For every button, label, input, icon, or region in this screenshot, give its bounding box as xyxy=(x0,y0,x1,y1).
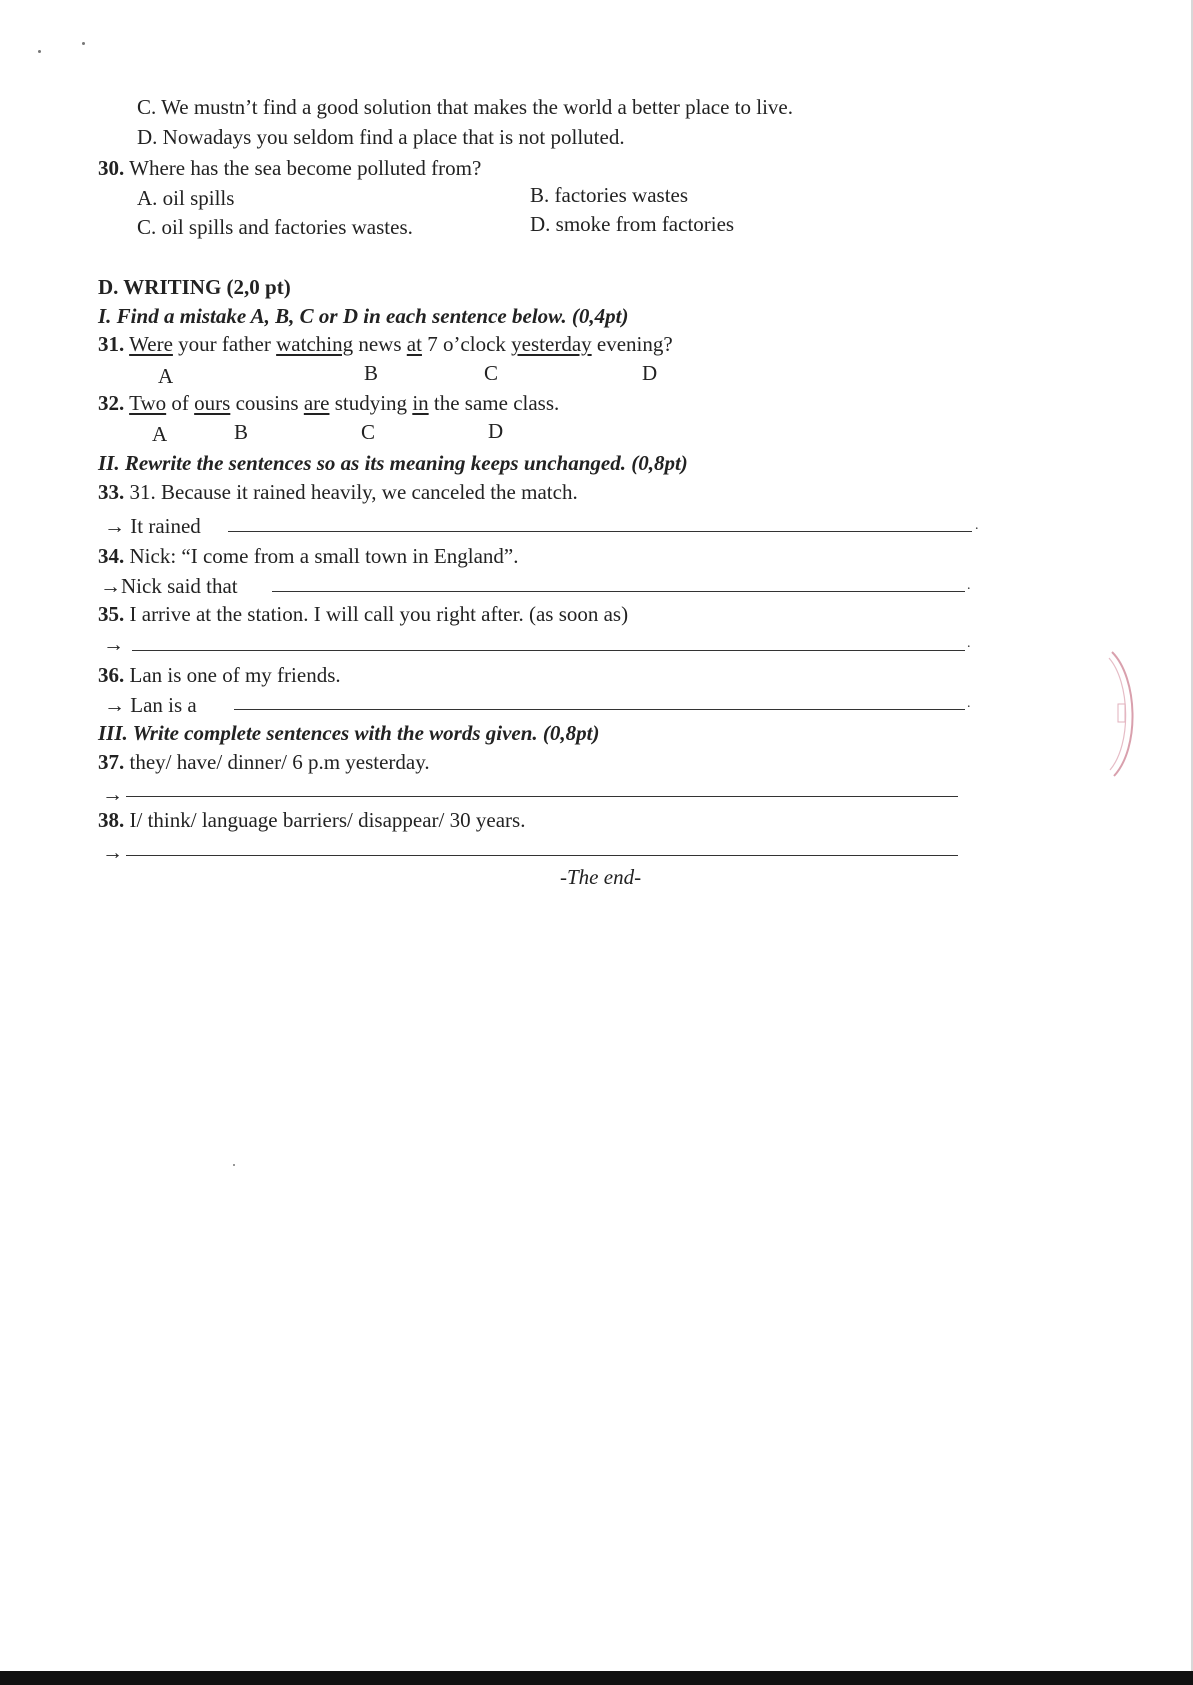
q33-number: 33 xyxy=(98,480,119,504)
q34-number: 34 xyxy=(98,544,119,568)
q37-prompt: → xyxy=(102,782,123,806)
q32-number: 32 xyxy=(98,391,119,415)
q30-option-d: D. smoke from factories xyxy=(530,212,735,236)
q35-prompt: → xyxy=(103,632,124,656)
scan-bottom-edge xyxy=(0,1671,1193,1685)
q31-label-a: A xyxy=(158,364,174,388)
q37-text: they/ have/ dinner/ 6 p.m yesterday. xyxy=(129,750,430,774)
q31-text: news xyxy=(353,332,407,356)
q38-answer-line[interactable] xyxy=(126,855,958,856)
q29-option-d: D. Nowadays you seldom find a place that is not polluted. xyxy=(137,125,625,149)
q34-question: 34. Nick: “I come from a small town in England”. xyxy=(98,544,519,568)
q31-number: 31 xyxy=(98,332,119,356)
q37-number: 37 xyxy=(98,750,119,774)
scan-speck xyxy=(38,50,41,53)
q35-number: 35 xyxy=(98,602,119,626)
q32-option-c-word: are xyxy=(303,391,330,415)
q32-label-c: C xyxy=(361,420,376,444)
part1-title: I. Find a mistake A, B, C or D in each sentence below. (0,4pt) xyxy=(98,304,629,328)
q37-answer-line[interactable] xyxy=(126,796,958,797)
q31-label-b: B xyxy=(364,361,379,385)
q36-answer-line[interactable] xyxy=(234,709,965,710)
q34-prompt: →Nick said that xyxy=(100,574,238,598)
q30-option-c: C. oil spills and factories wastes. xyxy=(137,215,413,239)
q32-sentence: 32. Two of ours cousins are studying in the same class. xyxy=(98,391,560,415)
q31-sentence: 31. Were your father watching news at 7 o’clock yesterday evening? xyxy=(98,332,673,356)
q30-text: Where has the sea become polluted from? xyxy=(129,156,482,180)
q32-text: of xyxy=(166,391,195,415)
q32-option-d-word: in xyxy=(412,391,429,415)
q35-question: 35. I arrive at the station. I will call you right after. (as soon as) xyxy=(98,602,629,626)
q30-question: 30. Where has the sea become polluted from? xyxy=(98,156,482,180)
q33-end-dot: . xyxy=(975,518,979,533)
q33-text: 31. Because it rained heavily, we canceled the match. xyxy=(129,480,578,504)
scan-speck xyxy=(233,1164,235,1166)
q36-question: 36. Lan is one of my friends. xyxy=(98,663,341,687)
part3-title: III. Write complete sentences with the words given. (0,8pt) xyxy=(98,721,600,745)
q32-option-b-word: ours xyxy=(194,391,231,415)
q31-text: your father xyxy=(172,332,277,356)
q31-option-a-word: Were xyxy=(129,332,173,356)
q35-text: I arrive at the station. I will call you right after. (as soon as) xyxy=(129,602,629,626)
q32-text: studying xyxy=(329,391,413,415)
q31-option-c-word: at xyxy=(406,332,422,356)
q34-end-dot: . xyxy=(967,578,971,593)
q31-option-b-word: watching xyxy=(276,332,354,356)
q30-number: 30 xyxy=(98,156,119,180)
q31-label-d: D xyxy=(642,361,658,385)
q32-text: the same class. xyxy=(428,391,560,415)
q32-option-a-word: Two xyxy=(129,391,167,415)
section-title: D. WRITING (2,0 pt) xyxy=(98,275,291,299)
q36-number: 36 xyxy=(98,663,119,687)
q31-text: 7 o’clock xyxy=(421,332,512,356)
q38-prompt: → xyxy=(102,840,123,864)
scan-speck xyxy=(82,42,85,45)
q34-text: Nick: “I come from a small town in England”. xyxy=(129,544,519,568)
q31-label-c: C xyxy=(484,361,499,385)
q38-question: 38. I/ think/ language barriers/ disappear/ 30 years. xyxy=(98,808,526,832)
q30-option-b: B. factories wastes xyxy=(530,183,689,207)
q36-prompt: → Lan is a xyxy=(104,693,197,717)
q37-question: 37. they/ have/ dinner/ 6 p.m yesterday. xyxy=(98,750,430,774)
q33-question: 33. 31. Because it rained heavily, we canceled the match. xyxy=(98,480,578,504)
q32-text: cousins xyxy=(230,391,304,415)
q31-text: evening? xyxy=(591,332,673,356)
q32-label-d: D xyxy=(488,419,504,443)
q38-number: 38 xyxy=(98,808,119,832)
q36-end-dot: . xyxy=(967,696,971,711)
q35-end-dot: . xyxy=(967,636,971,651)
q38-text: I/ think/ language barriers/ disappear/ 30 years. xyxy=(129,808,526,832)
q35-answer-line[interactable] xyxy=(132,650,965,651)
part2-title: II. Rewrite the sentences so as its meaning keeps unchanged. (0,8pt) xyxy=(98,451,688,475)
q36-text: Lan is one of my friends. xyxy=(129,663,341,687)
q31-option-d-word: yesterday xyxy=(511,332,592,356)
q33-answer-line[interactable] xyxy=(228,531,972,532)
q32-label-b: B xyxy=(234,420,249,444)
stamp-mark-icon xyxy=(1108,648,1138,780)
q29-option-c: C. We mustn’t find a good solution that makes the world a better place to live. xyxy=(137,95,793,119)
q33-prompt: → It rained xyxy=(104,514,201,538)
the-end: -The end- xyxy=(560,865,642,889)
q30-option-a: A. oil spills xyxy=(137,186,235,210)
q32-label-a: A xyxy=(152,422,168,446)
q34-answer-line[interactable] xyxy=(272,591,965,592)
